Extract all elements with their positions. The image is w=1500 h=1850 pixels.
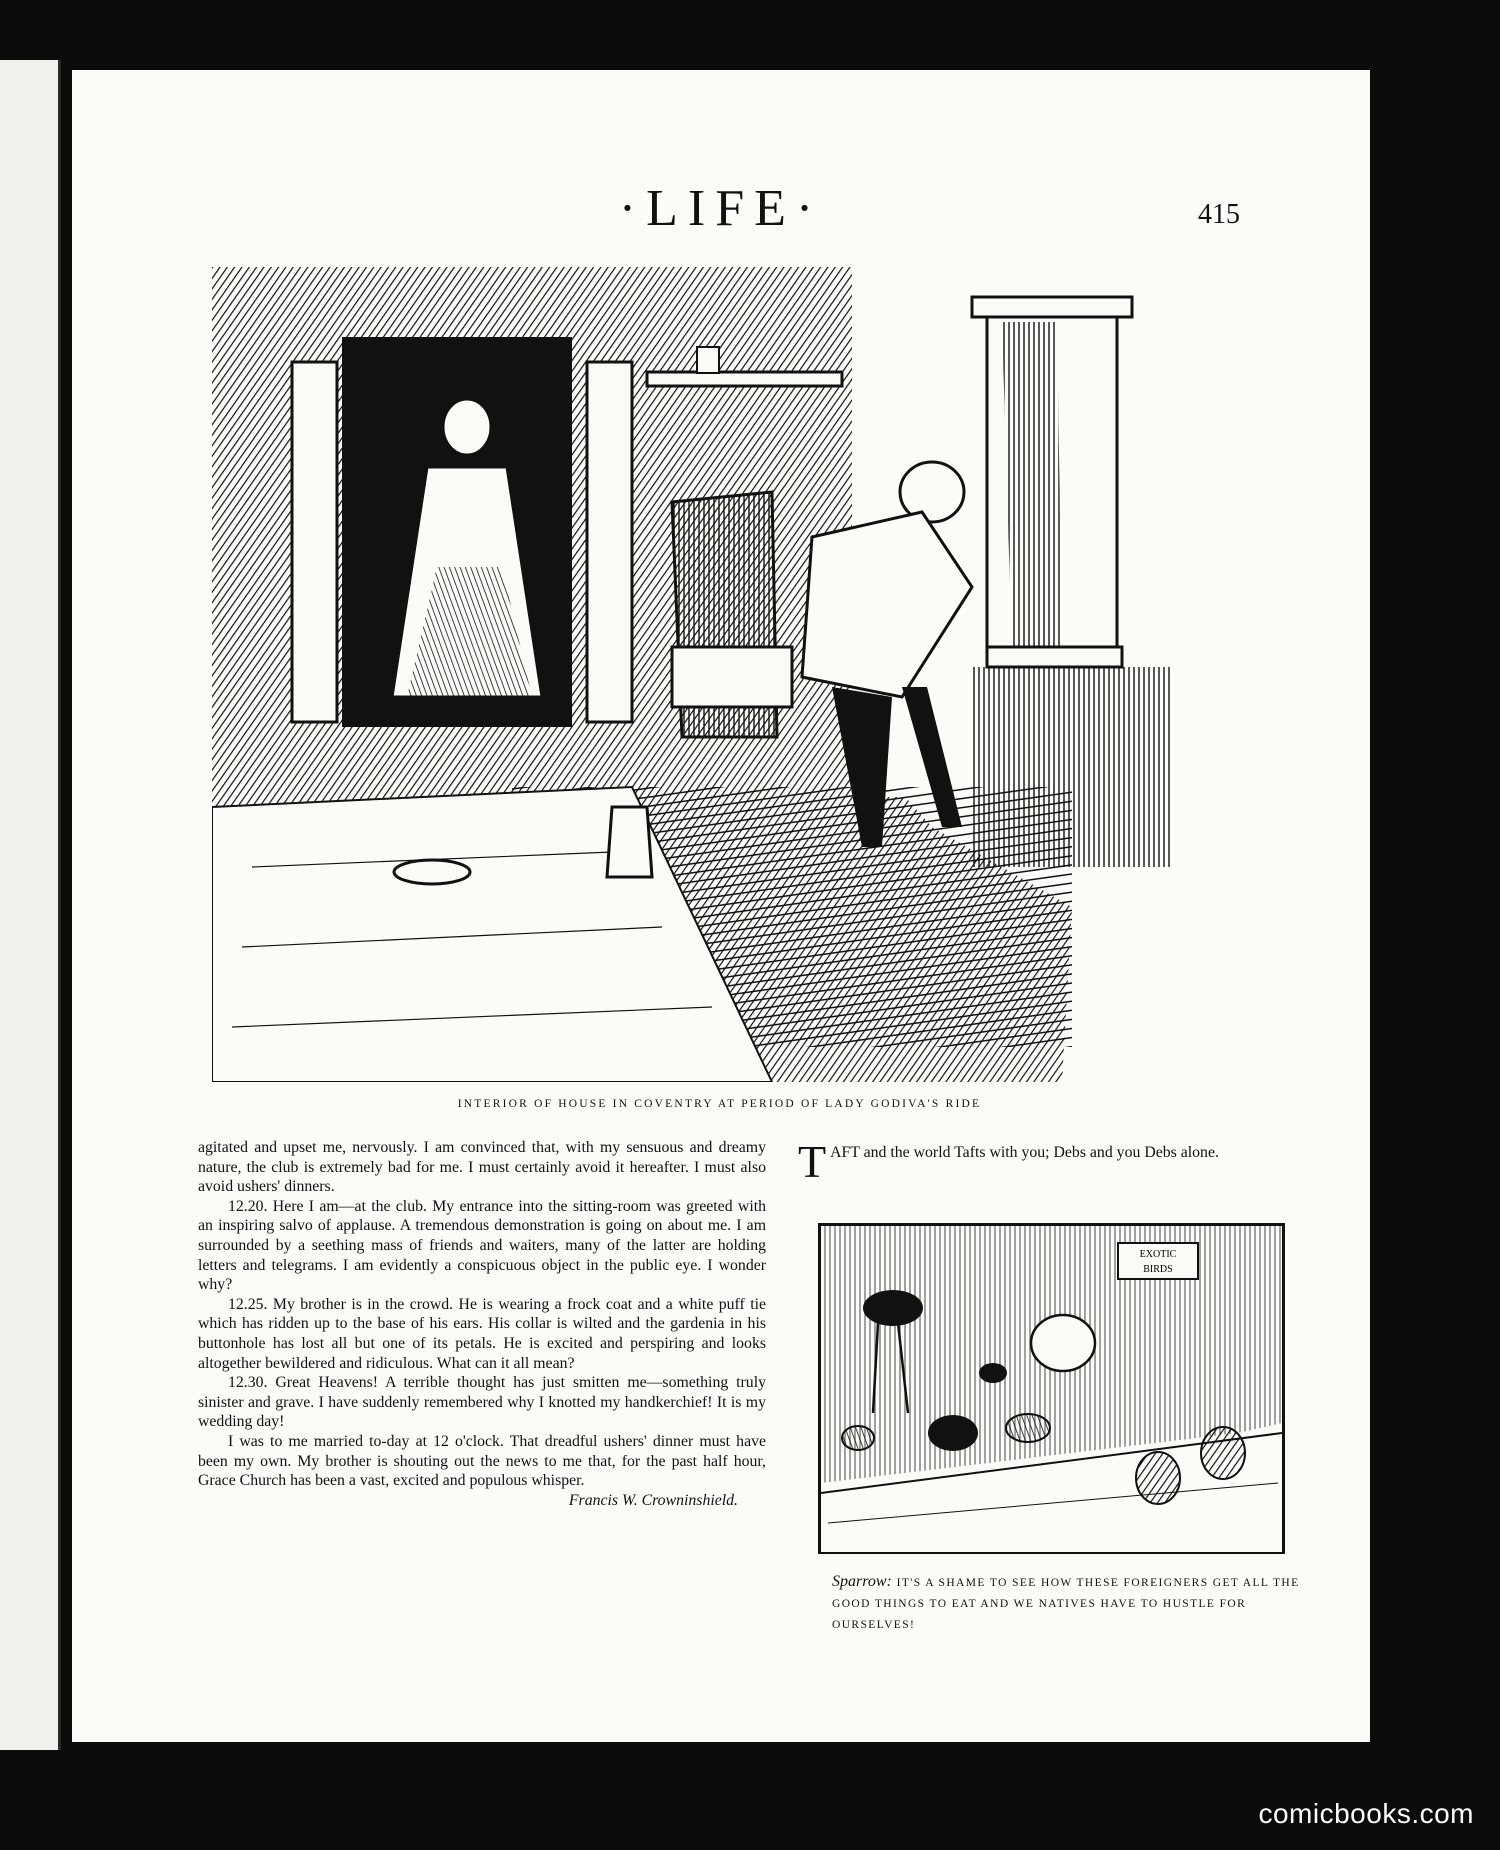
- masthead: ·LIFE·: [618, 180, 824, 237]
- site-watermark: comicbooks.com: [1258, 1798, 1474, 1829]
- cartoon-speech: IT'S A SHAME TO SEE HOW THESE FOREIGNERS GET ALL THE GOOD THINGS TO EAT AND WE NATIVES HAVE TO HUSTLE FOR OURSELVES!: [832, 1577, 1300, 1631]
- main-illustration: [212, 267, 1227, 1082]
- author-signature: Francis W. Crowninshield.: [568, 1491, 738, 1509]
- article-paragraph: 12.20. Here I am—at the club. My entrance into the sitting-room was greeted with an inspiring salvo of applause. A tremendous demonstration is going on about me. I am surrounded by a seething mass of friends and waiters, many of the latter are holding letters and telegrams. I am evidently a conspicuous object in the public eye. I wonder why?: [198, 1197, 766, 1294]
- illustration-caption: INTERIOR OF HOUSE IN COVENTRY AT PERIOD OF LADY GODIVA'S RIDE: [457, 1098, 982, 1110]
- cartoon-speaker: Sparrow:: [832, 1573, 892, 1590]
- magazine-page: [72, 70, 1370, 1742]
- page-number: 415: [1198, 199, 1240, 230]
- article-paragraph: 12.30. Great Heavens! A terrible thought has just smitten me—something truly sinister and grave. I have suddenly remembered why I knotted my handkerchief! It is my wedding day!: [198, 1374, 766, 1431]
- exotic-birds-cartoon: [818, 1223, 1285, 1554]
- drop-cap: T: [798, 1136, 827, 1187]
- article-column: [198, 1138, 766, 1510]
- taft-quip: [798, 1136, 1298, 1187]
- article-paragraph: agitated and upset me, nervously. I am convinced that, with my sensuous and dreamy nature, the club is extremely bad for me. I must certainly avoid it hereafter. I must also avoid ushers' dinners.: [198, 1139, 766, 1196]
- lady-godiva-interior-drawing: [212, 267, 1227, 1082]
- birdcage-drawing: [818, 1223, 1285, 1554]
- cage-sign-text: EXOTIC: [1139, 1249, 1177, 1260]
- quip-text: AFT and the world Tafts with you; Debs and you Debs alone.: [830, 1144, 1219, 1161]
- facing-page-edge: [0, 60, 61, 1750]
- article-paragraph: I was to me married to-day at 12 o'clock. That dreadful ushers' dinner must have been my own. My brother is shouting out the news to me that, for the past half hour, Grace Church has been a vast, excited and populous whisper.: [198, 1432, 766, 1490]
- cartoon-caption: [832, 1572, 1302, 1635]
- cage-sign-text: BIRDS: [1143, 1264, 1173, 1275]
- article-paragraph: 12.25. My brother is in the crowd. He is wearing a frock coat and a white puff tie which has ridden up to the base of his ears. His collar is wilted and the gardenia in his buttonhole has lost all but one of its petals. He is excited and perspiring and looks altogether bewildered and ridiculous. What can it all mean?: [198, 1295, 766, 1372]
